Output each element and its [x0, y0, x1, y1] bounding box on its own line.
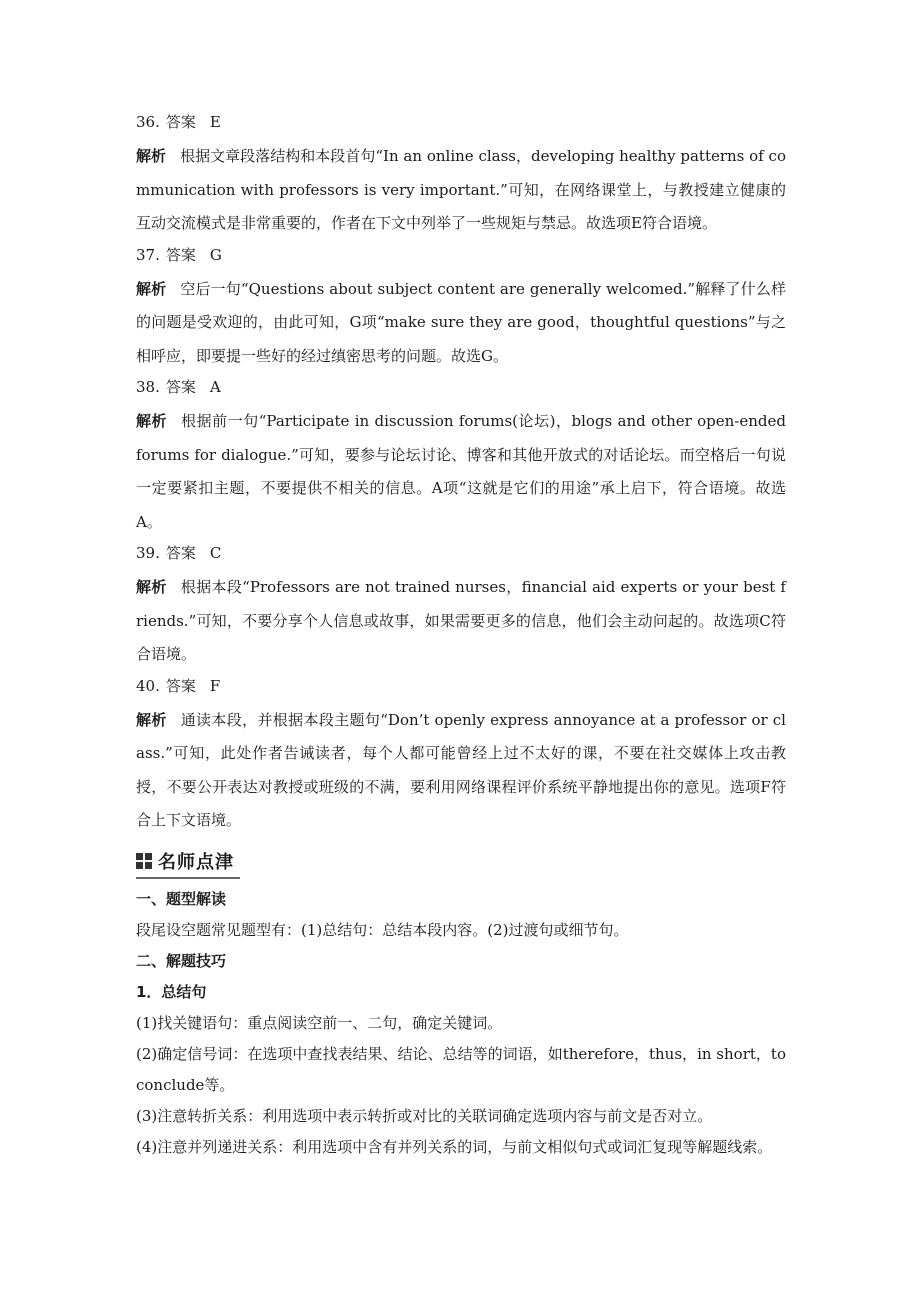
- grid-square-icon: [136, 853, 152, 869]
- answer-label: 答案: [165, 113, 196, 131]
- analysis-36: [136, 140, 786, 241]
- analysis-37: [136, 273, 786, 374]
- answer-number: 36.: [136, 113, 160, 131]
- answer-line-40: [136, 674, 786, 704]
- step-4: (4)注意并列递进关系：利用选项中含有并列关系的词，与前文相似句式或词汇复现等解题线索。: [136, 1137, 773, 1156]
- analysis-label: 解析: [136, 710, 167, 729]
- analysis-text: 根据文章段落结构和本段首句“In an online class，developing healthy patterns of communication with professors is very important.”可知，在网络课堂上，与教授建立健康的互动交流模式是非常重要的，作者在下文中列举了一些规矩与禁忌。故选项E符合语境。: [136, 147, 786, 232]
- answer-label: 答案: [165, 544, 196, 562]
- answer-label: 答案: [165, 378, 196, 396]
- item1-heading: 1．总结句: [136, 982, 207, 1001]
- analysis-label: 解析: [136, 147, 167, 165]
- analysis-40: [136, 704, 786, 838]
- answer-number: 38.: [136, 378, 160, 396]
- answer-value: A: [209, 378, 221, 396]
- analysis-text: 通读本段，并根据本段主题句“Don’t openly express annoyance at a professor or class.”可知，此处作者告诫读者，每个人都可能曾经上过不太好的课，不要在社交媒体上攻击教授，不要公开表达对教授或班级的不满，要利用网络课程评价系统平静地提出你的意见。选项F符合上下文语境。: [136, 710, 786, 829]
- analysis-label: 解析: [136, 412, 168, 430]
- analysis-39: [136, 571, 786, 672]
- part1-text: 段尾设空题常见题型有：(1)总结句：总结本段内容。(2)过渡句或细节句。: [136, 920, 629, 939]
- step-2: (2)确定信号词：在选项中查找表结果、结论、总结等的词语，如therefore，thus，in short，to conclude等。: [136, 1044, 786, 1094]
- section-title-wrap: [136, 848, 240, 879]
- answer-line-39: [136, 541, 786, 571]
- analysis-label: 解析: [136, 279, 167, 298]
- answer-value: G: [209, 245, 222, 264]
- step-1: (1)找关键语句：重点阅读空前一、二句，确定关键词。: [136, 1013, 503, 1032]
- section-title: 名师点津: [158, 851, 234, 873]
- analysis-text: 根据本段“Professors are not trained nurses，financial aid experts or your best friends.”可知，不要分享个人信息或故事，如果需要更多的信息，他们会主动问起的。故选项C符合语境。: [136, 578, 786, 663]
- document-page: [136, 110, 786, 1163]
- answer-number: 37.: [136, 245, 160, 264]
- answer-value: F: [209, 676, 221, 695]
- section-heading: [136, 848, 786, 884]
- answer-number: 40.: [136, 676, 160, 695]
- answer-number: 39.: [136, 544, 160, 562]
- analysis-text: 空后一句“Questions about subject content are generally welcomed.”解释了什么样的问题是受欢迎的，由此可知，G项“make sure they are good，thoughtful questions”与之相呼应，即要提一些好的经过缜密思考的问题。故选G。: [136, 279, 786, 365]
- answer-value: C: [209, 544, 222, 562]
- answer-value: E: [209, 113, 221, 131]
- answer-line-38: [136, 375, 786, 405]
- analysis-text: 根据前一句“Participate in discussion forums(论坛)，blogs and other open-ended forums for dialogue.”可知，要参与论坛讨论、博客和其他开放式的对话论坛。而空格后一句说一定要紧扣主题，不要提供不相关的信息。A项“这就是它们的用途”承上启下，符合语境。故选A。: [136, 412, 786, 531]
- part2-heading: 二、解题技巧: [136, 951, 227, 970]
- analysis-38: [136, 405, 786, 539]
- analysis-label: 解析: [136, 578, 167, 596]
- answer-line-37: [136, 243, 786, 273]
- answer-label: 答案: [165, 245, 196, 264]
- step-3: (3)注意转折关系：利用选项中表示转折或对比的关联词确定选项内容与前文是否对立。: [136, 1106, 713, 1125]
- answer-label: 答案: [165, 676, 196, 695]
- part1-heading: 一、题型解读: [136, 889, 227, 908]
- answer-line-36: [136, 110, 786, 140]
